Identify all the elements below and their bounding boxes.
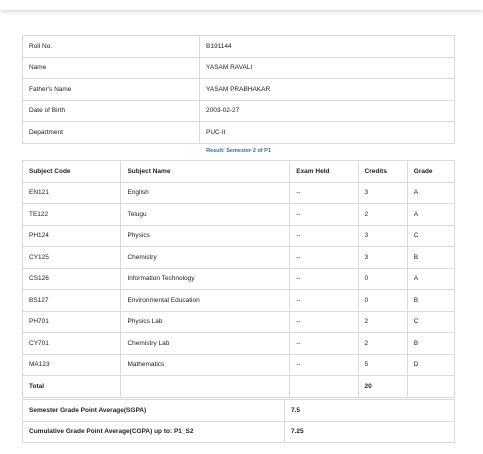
top-bar — [0, 0, 483, 10]
total-row — [23, 376, 455, 398]
credits-cell: 2 — [358, 204, 407, 226]
student-info-value: YASAM PRABHAKAR — [200, 79, 455, 101]
table-header-row — [23, 161, 455, 183]
student-info-row — [23, 57, 455, 79]
subject-name-cell: Physics — [121, 225, 290, 247]
subject-code-cell: PH124 — [23, 225, 121, 247]
exam-held-cell: -- — [290, 268, 358, 290]
table-row — [23, 247, 455, 269]
subject-name-cell: Telugu — [121, 204, 290, 226]
subject-name-cell: Chemistry — [121, 247, 290, 269]
header-grade: Grade — [407, 161, 454, 183]
exam-held-cell: -- — [290, 311, 358, 333]
table-row — [23, 225, 455, 247]
exam-held-cell: -- — [290, 354, 358, 376]
student-info-row — [23, 100, 455, 122]
subject-code-cell: CY125 — [23, 247, 121, 269]
student-info-label: Date of Birth — [23, 100, 200, 122]
table-row — [23, 333, 455, 355]
grade-cell: C — [407, 225, 454, 247]
credits-cell: 3 — [358, 182, 407, 204]
subject-code-cell: CY701 — [23, 333, 121, 355]
table-row — [23, 182, 455, 204]
gpa-row — [23, 400, 455, 422]
gpa-row — [23, 421, 455, 443]
student-info-value: B191144 — [200, 36, 455, 58]
header-subject-name: Subject Name — [121, 161, 290, 183]
gpa-label: Semester Grade Point Average(SGPA) — [23, 400, 285, 422]
exam-held-cell: -- — [290, 204, 358, 226]
credits-cell: 0 — [358, 290, 407, 312]
grade-cell: A — [407, 268, 454, 290]
grade-cell: B — [407, 290, 454, 312]
student-info-table — [22, 35, 455, 144]
grade-cell: B — [407, 247, 454, 269]
total-credits: 20 — [358, 376, 407, 398]
student-info-label: Name — [23, 57, 200, 79]
subject-code-cell: BS127 — [23, 290, 121, 312]
subject-name-cell: Information Technology — [121, 268, 290, 290]
gpa-value: 7.25 — [285, 421, 455, 443]
total-empty — [290, 376, 358, 398]
credits-cell: 0 — [358, 268, 407, 290]
header-subject-code: Subject Code — [23, 161, 121, 183]
exam-held-cell: -- — [290, 290, 358, 312]
table-row — [23, 354, 455, 376]
total-label: Total — [23, 376, 121, 398]
credits-cell: 2 — [358, 333, 407, 355]
student-info-label: Department — [23, 122, 200, 144]
subject-code-cell: MA123 — [23, 354, 121, 376]
exam-held-cell: -- — [290, 225, 358, 247]
grade-cell: A — [407, 182, 454, 204]
table-row — [23, 290, 455, 312]
gpa-label: Cumulative Grade Point Average(CGPA) up to: P1_S2 — [23, 421, 285, 443]
credits-cell: 3 — [358, 247, 407, 269]
grade-cell: A — [407, 204, 454, 226]
gpa-value: 7.5 — [285, 400, 455, 422]
marks-table — [22, 160, 455, 398]
subject-name-cell: Environmental Education — [121, 290, 290, 312]
total-empty — [407, 376, 454, 398]
credits-cell: 3 — [358, 225, 407, 247]
exam-held-cell: -- — [290, 247, 358, 269]
exam-held-cell: -- — [290, 333, 358, 355]
student-info-row — [23, 122, 455, 144]
subject-code-cell: EN121 — [23, 182, 121, 204]
subject-name-cell: English — [121, 182, 290, 204]
gpa-summary-table — [22, 399, 455, 443]
table-row — [23, 311, 455, 333]
grade-cell: D — [407, 354, 454, 376]
result-title: Result: Semester-2 of P1 — [206, 148, 271, 154]
student-info-label: Father's Name — [23, 79, 200, 101]
credits-cell: 2 — [358, 311, 407, 333]
subject-code-cell: TE122 — [23, 204, 121, 226]
student-info-label: Roll No. — [23, 36, 200, 58]
subject-code-cell: CS126 — [23, 268, 121, 290]
header-credits: Credits — [358, 161, 407, 183]
header-exam-held: Exam Held — [290, 161, 358, 183]
credits-cell: 5 — [358, 354, 407, 376]
grade-cell: C — [407, 311, 454, 333]
subject-name-cell: Physics Lab — [121, 311, 290, 333]
student-info-value: PUC-II — [200, 122, 455, 144]
subject-code-cell: PH701 — [23, 311, 121, 333]
student-info-value: 2003-02-27 — [200, 100, 455, 122]
total-empty — [121, 376, 290, 398]
exam-held-cell: -- — [290, 182, 358, 204]
student-info-row — [23, 79, 455, 101]
table-row — [23, 204, 455, 226]
subject-name-cell: Chemistry Lab — [121, 333, 290, 355]
table-row — [23, 268, 455, 290]
grade-cell: B — [407, 333, 454, 355]
subject-name-cell: Mathematics — [121, 354, 290, 376]
student-info-row — [23, 36, 455, 58]
student-info-value: YASAM RAVALI — [200, 57, 455, 79]
